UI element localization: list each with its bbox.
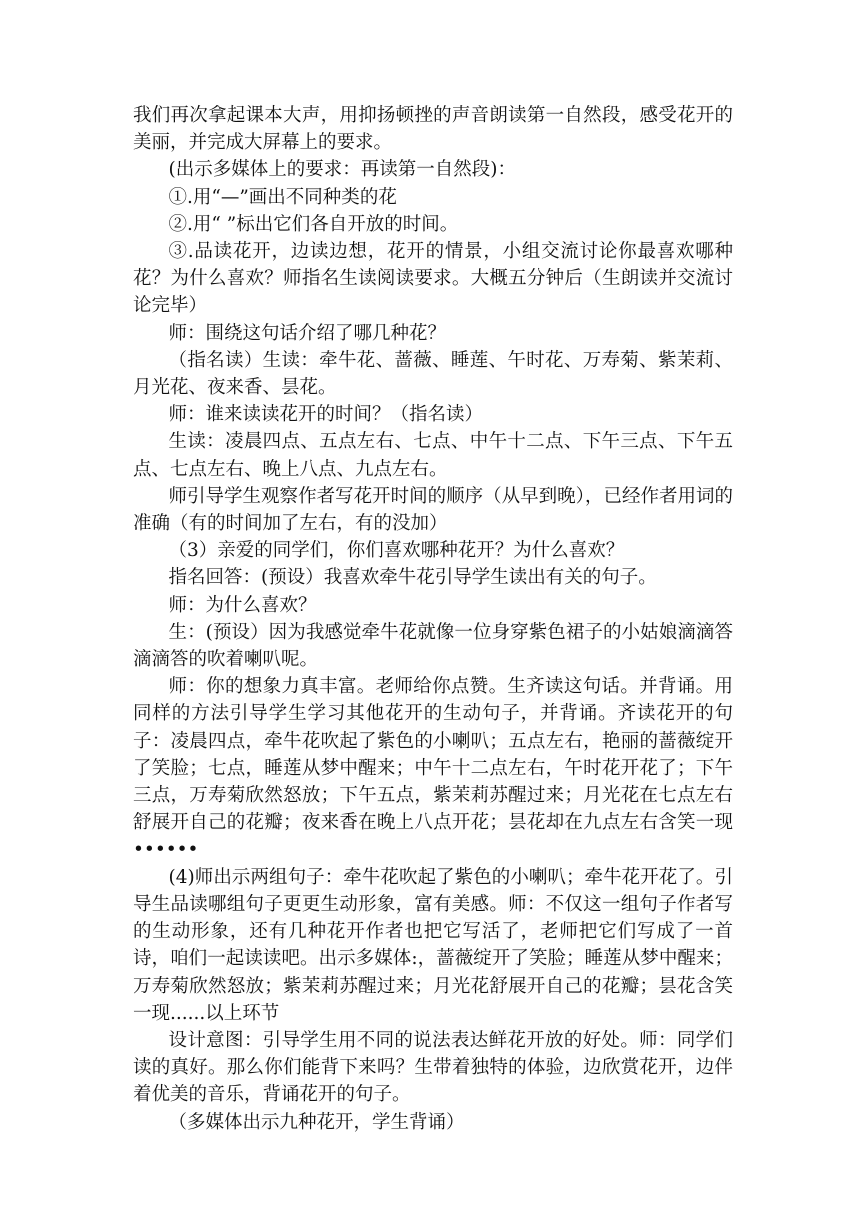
paragraph-multimedia-requirements: (出示多媒体上的要求：再读第一自然段)： xyxy=(168,159,516,181)
paragraph-student-reads-times: 生读：凌晨四点、五点左右、七点、中午十二点、下午三点、下午五点、七点左右、晚上八点、九点左右。 xyxy=(133,431,733,480)
document-page xyxy=(133,102,733,1136)
paragraph-requirement-2: ②.用“ ”标出它们各自开放的时间。 xyxy=(168,213,459,235)
paragraph-requirement-3: ③.品读花开，边读边想，花开的情景，小组交流讨论你最喜欢哪种花？为什么喜欢？师指名生读阅读要求。大概五分钟后（生朗读并交流讨论完毕） xyxy=(133,241,733,317)
paragraph-teacher-question-flowers: 师：围绕这句话介绍了哪几种花？ xyxy=(168,322,447,344)
paragraph-multimedia-recite: （多媒体出示九种花开，学生背诵） xyxy=(168,1111,465,1133)
paragraph-step-4: (4)师出示两组句子：牵牛花吹起了紫色的小喇叭；牵牛花开花了。引导生品读哪组句子更更生动形象，富有美感。师：不仅这一组句子作者写的生动形象，还有几种花开作者也把它写活了，老师把它们写成了一首诗，咱们一起读读吧。出示多媒体:，蔷薇绽开了笑脸；睡莲从梦中醒来；万寿菊欣然怒放；紫茉莉苏醒过来；月光花舒展开自己的花瓣；昙花含笑一现......以上环节 xyxy=(133,866,733,1024)
paragraph-teacher-praise: 师：你的想象力真丰富。老师给你点赞。生齐读这句话。并背诵。用同样的方法引导学生学习其他花开的生动句子，并背诵。齐读花开的句子：凌晨四点，牵牛花吹起了紫色的小喇叭；五点左右，艳丽的蔷薇绽开了笑脸；七点，睡莲从梦中醒来；中午十二点左右，午时花开花了；下午三点，万寿菊欣然怒放；下午五点，紫茉莉苏醒过来；月光花在七点左右舒展开自己的花瓣；夜来香在晚上八点开花；昙花却在九点左右含笑一现 •••••• xyxy=(133,676,733,861)
paragraph-intro: 我们再次拿起课本大声，用抑扬顿挫的声音朗读第一自然段，感受花开的美丽，并完成大屏幕上的要求。 xyxy=(133,105,733,154)
paragraph-design-intent: 设计意图：引导学生用不同的说法表达鲜花开放的好处。师：同学们读的真好。那么你们能背下来吗？生带着独特的体验，边欣赏花开，边伴着优美的音乐，背诵花开的句子。 xyxy=(133,1029,733,1106)
paragraph-student-reads-flowers: （指名读）生读：牵牛花、蔷薇、睡莲、午时花、万寿菊、紫茉莉、月光花、夜来香、昙花。 xyxy=(133,349,733,399)
paragraph-requirement-1: ①.用“—”画出不同种类的花 xyxy=(168,186,397,208)
paragraph-teacher-question-times: 师：谁来读读花开的时间？（指名读） xyxy=(168,404,484,426)
paragraph-named-answer: 指名回答：(预设）我喜欢牵牛花引导学生读出有关的句子。 xyxy=(168,567,657,589)
paragraph-teacher-why: 师：为什么喜欢？ xyxy=(168,594,317,616)
paragraph-student-answer: 生：(预设）因为我感觉牵牛花就像一位身穿紫色裙子的小姑娘滴滴答滴滴答的吹着喇叭呢。 xyxy=(133,621,733,671)
paragraph-step-3: （3）亲爱的同学们，你们喜欢哪种花开？为什么喜欢？ xyxy=(168,540,625,562)
paragraph-teacher-guides-order: 师引导学生观察作者写花开时间的顺序（从早到晚），已经作者用词的准确（有的时间加了左右，有的没加） xyxy=(133,485,733,535)
